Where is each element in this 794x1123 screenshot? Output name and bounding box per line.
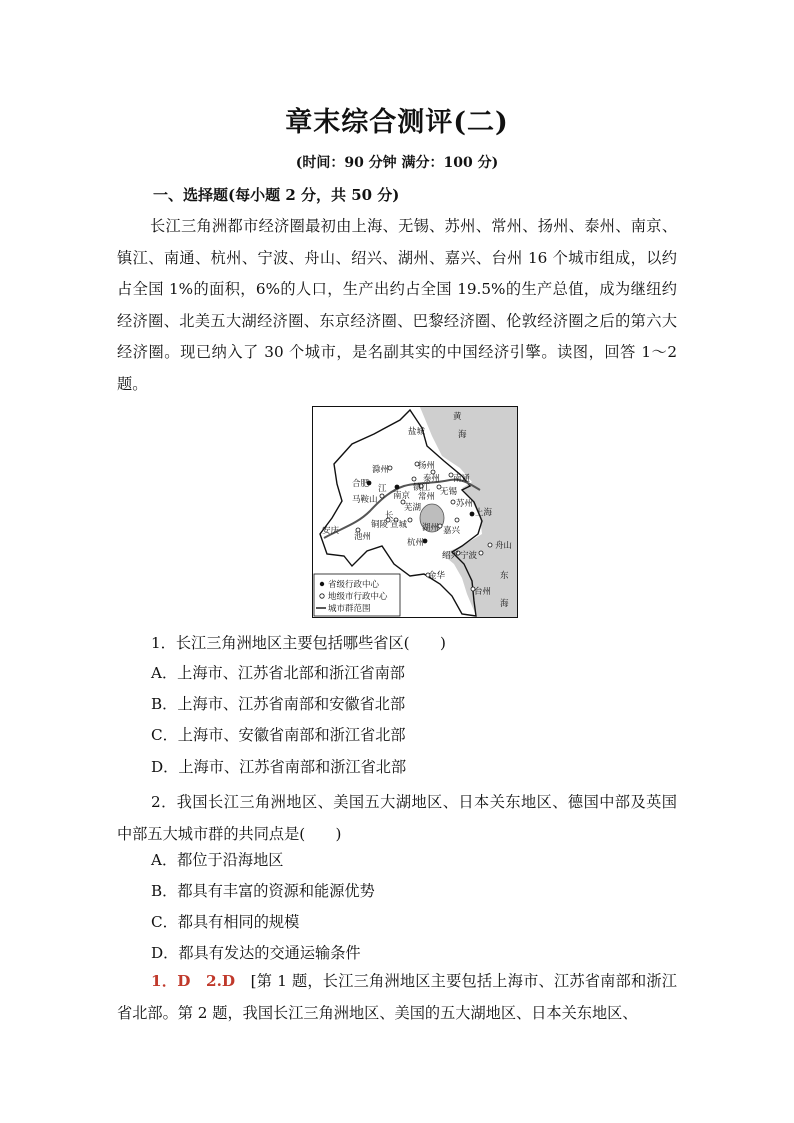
- question-2-option-b: B．都具有丰富的资源和能源优势: [151, 882, 375, 900]
- label-dong: 东: [500, 571, 509, 581]
- label-hefei: 合肥: [352, 479, 370, 489]
- label-wuhu: 芜湖: [404, 503, 422, 513]
- question-2-stem: 2．我国长江三角洲地区、美国五大湖地区、日本关东地区、德国中部及英国中部五大城市群的共同点是( ): [117, 793, 677, 843]
- label-hai-yellow: 海: [458, 430, 467, 440]
- label-yangzhou: 扬州: [418, 461, 436, 471]
- label-yancheng: 盐城: [408, 427, 426, 437]
- label-anqing: 安庆: [322, 526, 340, 536]
- label-huang: 黄: [453, 412, 462, 422]
- question-1-option-c: C．上海市、安徽省南部和浙江省北部: [151, 726, 406, 744]
- label-zhenjiang: 镇江: [413, 483, 431, 493]
- question-1-stem: 1．长江三角洲地区主要包括哪些省区( ): [151, 634, 446, 652]
- label-tongling: 铜陵: [371, 520, 389, 530]
- yangtze-delta-map: [312, 406, 518, 618]
- question-2-option-c: C．都具有相同的规模: [151, 913, 300, 931]
- question-1-option-d: D．上海市、江苏省南部和浙江省北部: [151, 758, 407, 776]
- legend-boundary: 城市群范围: [328, 604, 371, 614]
- label-zhoushan: 舟山: [495, 541, 513, 551]
- label-maanshan: 马鞍山: [352, 495, 378, 505]
- label-changzhou: 常州: [418, 492, 436, 502]
- label-shaoxing: 绍兴: [442, 551, 460, 561]
- label-chizhou: 池州: [354, 532, 372, 542]
- label-hai-east: 海: [500, 599, 509, 609]
- question-1-option-a: A．上海市、江苏省北部和浙江省南部: [151, 664, 405, 682]
- label-xuancheng: 宣城: [390, 520, 408, 530]
- label-taizhou-js: 泰州: [423, 474, 441, 484]
- section-heading: 一、选择题(每小题 2 分，共 50 分): [153, 186, 400, 204]
- question-1-option-b: B．上海市、江苏省南部和安徽省北部: [151, 695, 406, 713]
- legend-prefecture: 地级市行政中心: [328, 592, 388, 602]
- capital-symbol: [320, 582, 324, 586]
- question-2-option-a: A．都位于沿海地区: [151, 851, 284, 869]
- label-chang: 长: [385, 511, 394, 521]
- label-jinhua: 金华: [428, 571, 446, 581]
- page-title: 章末综合测评(二): [285, 107, 509, 138]
- label-nantong: 南通: [453, 474, 471, 484]
- label-taizhou-zj: 台州: [474, 587, 492, 597]
- intro-paragraph: 长江三角洲都市经济圈最初由上海、无锡、苏州、常州、扬州、泰州、南京、镇江、南通、杭州、宁波、舟山、绍兴、湖州、嘉兴、台州 16 个城市组成，以约占全国 1%的面积，6%的人口，生产出约占全国 19.5%的生产总值，成为继纽约经济圈、北美五大湖经济圈、东京经济圈、巴黎经济圈、伦敦经济圈之后的第六大经济圈。现已纳入了 30 个城市，是名副其实的中国经济引擎。读图，回答 1～2 题。: [117, 217, 677, 393]
- label-huzhou: 湖州: [422, 523, 440, 533]
- label-wuxi: 无锡: [440, 487, 458, 497]
- exam-info: (时间：90 分钟 满分：100 分): [295, 155, 499, 171]
- answer-key: 1．D 2.D: [151, 972, 236, 990]
- legend-capital: 省级行政中心: [328, 580, 380, 590]
- label-jiang: 江: [378, 484, 387, 494]
- label-nanjing: 南京: [393, 491, 411, 501]
- shanghai-point: [470, 512, 475, 517]
- question-2-option-d: D．都具有发达的交通运输条件: [151, 944, 361, 962]
- label-shanghai: 上海: [475, 508, 493, 518]
- label-hangzhou: 杭州: [407, 538, 425, 548]
- label-suzhou: 苏州: [456, 499, 474, 509]
- label-chuzhou: 滁州: [372, 465, 390, 475]
- prefecture-symbol: [320, 594, 324, 598]
- answer-explanation: [117, 966, 677, 1029]
- label-jiaxing: 嘉兴: [443, 526, 461, 536]
- answer-text: [第 1 题，长江三角洲地区主要包括上海市、江苏省南部和浙江省北部。第 2 题，我国长江三角洲地区、美国的五大湖地区、日本关东地区、: [117, 972, 677, 1022]
- label-ningbo: 宁波: [460, 551, 478, 561]
- nanjing-point: [395, 485, 400, 490]
